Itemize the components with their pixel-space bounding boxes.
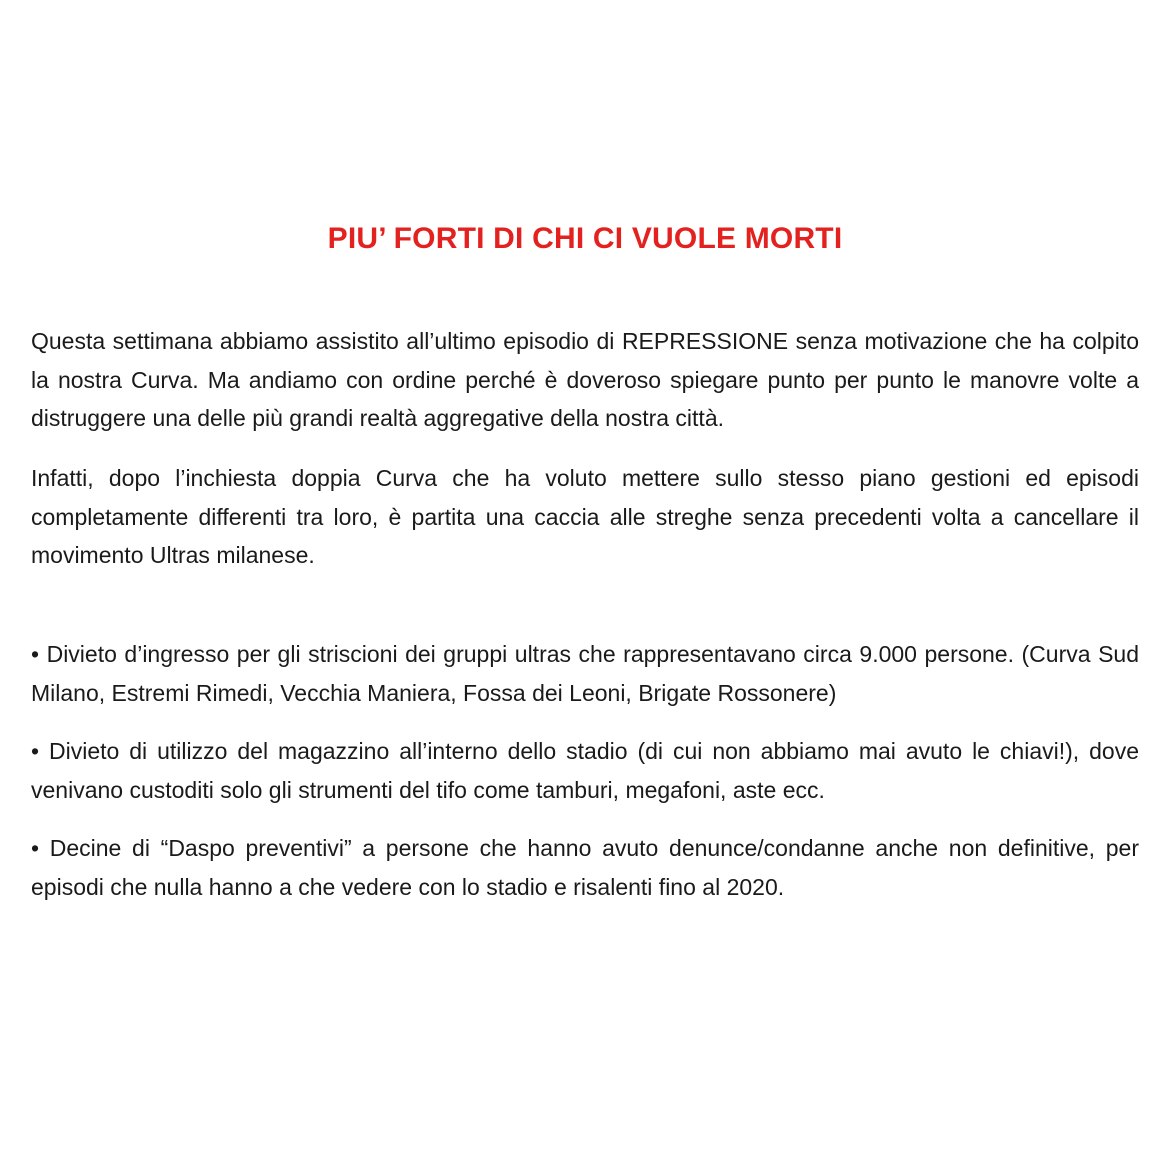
document-title: PIU’ FORTI DI CHI CI VUOLE MORTI bbox=[327, 222, 843, 255]
bullet-banner-ban: • Divieto d’ingresso per gli striscioni dei gruppi ultras che rappresentavano circa 9.000 persone. (Curva Sud Milano, Estremi Rimedi, Vecchia Maniera, Fossa dei Leoni, Brigate Rossonere) bbox=[31, 641, 1139, 706]
paragraph-repression: Questa settimana abbiamo assistito all’ultimo episodio di REPRESSIONE senza motivazione che ha colpito la nostra Curva. Ma andiamo con ordine perché è doveroso spiegare punto per punto le manovre volte a distruggere una delle più grandi realtà aggregative della nostra città. bbox=[31, 328, 1139, 431]
paragraph-inquiry: Infatti, dopo l’inchiesta doppia Curva che ha voluto mettere sullo stesso piano gestioni ed episodi completamente differenti tra loro, è partita una caccia alle streghe senza precedenti volta a cancellare il movimento Ultras milanese. bbox=[31, 465, 1139, 568]
bullet-daspo: • Decine di “Daspo preventivi” a persone che hanno avuto denunce/condanne anche non definitive, per episodi che nulla hanno a che vedere con lo stadio e risalenti fino al 2020. bbox=[31, 835, 1139, 900]
bullet-storage-ban: • Divieto di utilizzo del magazzino all’interno dello stadio (di cui non abbiamo mai avuto le chiavi!), dove venivano custoditi solo gli strumenti del tifo come tamburi, megafoni, aste ecc. bbox=[31, 738, 1139, 803]
document-page bbox=[31, 0, 1139, 1170]
